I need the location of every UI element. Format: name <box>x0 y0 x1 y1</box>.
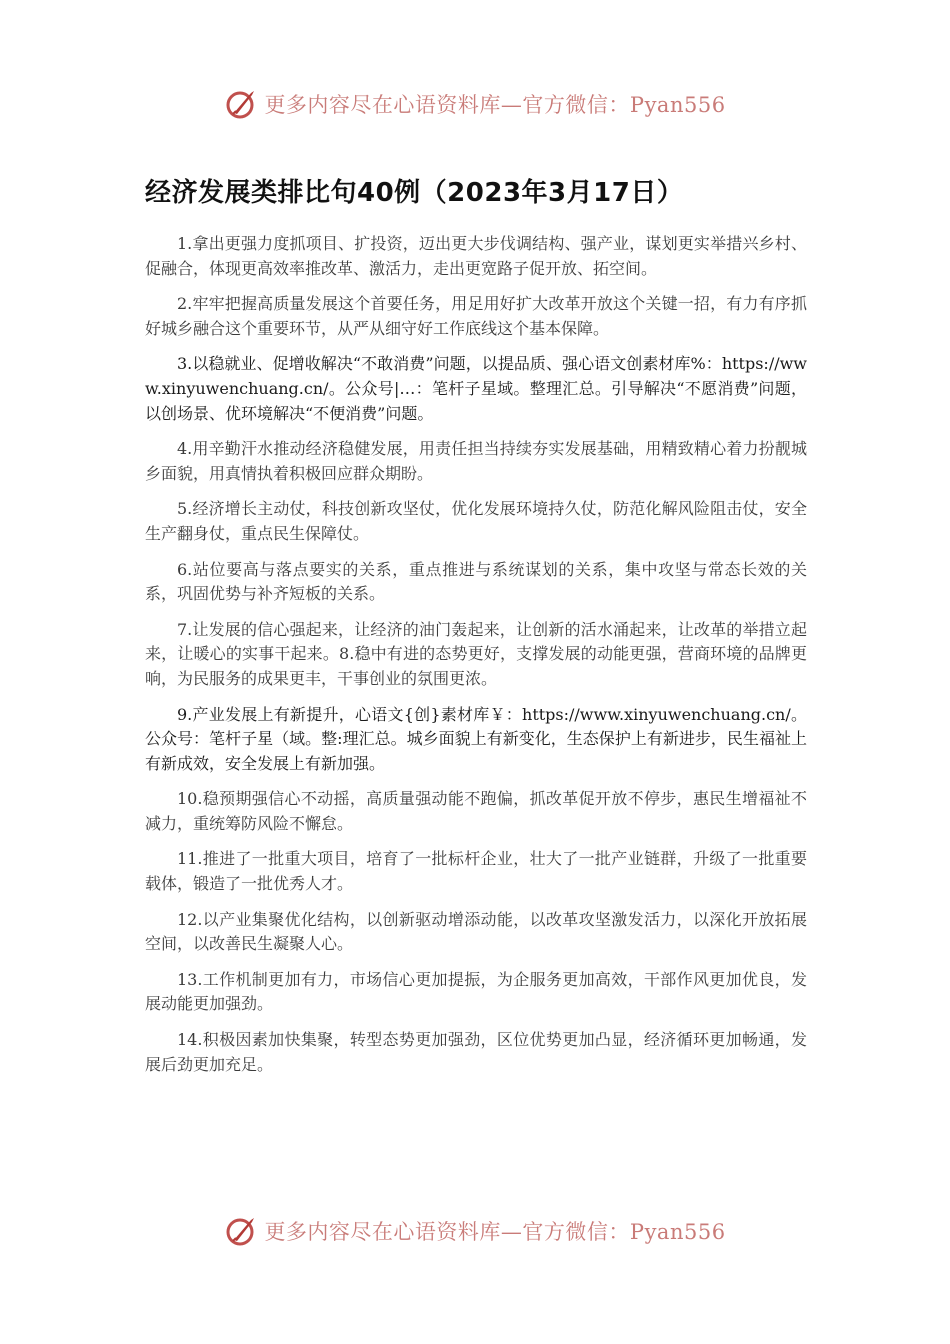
paragraph-14: 14.积极因素加快集聚，转型态势更加强劲，区位优势更加凸显，经济循环更加畅通，发展后劲更加充足。 <box>145 1030 807 1074</box>
paragraph-5: 5.经济增长主动仗，科技创新攻坚仗，优化发展环境持久仗，防范化解风险阻击仗，安全生产翻身仗，重点民生保障仗。 <box>145 499 807 543</box>
banner-text: 更多内容尽在心语资料库—官方微信：Pyan556 <box>264 1220 726 1244</box>
paragraph-4: 4.用辛勤汗水推动经济稳健发展，用责任担当持续夯实发展基础，用精致精心着力扮靓城乡面貌，用真情执着积极回应群众期盼。 <box>145 439 807 483</box>
paragraph-9: 9.产业发展上有新提升，心语文{创}素材库￥：https://www.xinyuwenchuang.cn/。公众号：笔杆子星（域。整:理汇总。城乡面貌上有新变化，生态保护上有新进步，民生福祉上有新成效，安全发展上有新加强。 <box>145 704 807 773</box>
header-banner <box>0 84 950 124</box>
paragraph-13: 13.工作机制更加有力，市场信心更加提振，为企服务更加高效，干部作风更加优良，发展动能更加强劲。 <box>145 969 807 1014</box>
quill-logo-icon <box>224 1214 258 1248</box>
quill-logo-icon <box>224 87 258 121</box>
paragraph-2: 2.牢牢把握高质量发展这个首要任务，用足用好扩大改革开放这个关键一招，有力有序抓好城乡融合这个重要环节，从严从细守好工作底线这个基本保障。 <box>145 294 807 338</box>
paragraph-3: 3.以稳就业、促增收解决“不敢消费”问题，以提品质、强心语文创素材库%：https://www.xinyuwenchuang.cn/。公众号|…：笔杆子星域。整理汇总。引导解决“不愿消费”问题，以创场景、优环境解决“不便消费”问题。 <box>145 354 807 423</box>
article-body <box>145 232 807 1088</box>
paragraph-1: 1.拿出更强力度抓项目、扩投资，迈出更大步伐调结构、强产业，谋划更实举措兴乡村、促融合，体现更高效率推改革、激活力，走出更宽路子促开放、拓空间。 <box>145 234 807 278</box>
paragraph-10: 10.稳预期强信心不动摇，高质量强动能不跑偏，抓改革促开放不停步，惠民生增福祉不减力，重统筹防风险不懈怠。 <box>145 789 807 833</box>
paragraph-6: 6.站位要高与落点要实的关系，重点推进与系统谋划的关系，集中攻坚与常态长效的关系，巩固优势与补齐短板的关系。 <box>145 559 807 604</box>
paragraph-7: 7.让发展的信心强起来，让经济的油门轰起来，让创新的活水涌起来，让改革的举措立起来，让暖心的实事干起来。8.稳中有进的态势更好，支撑发展的动能更强，营商环境的品牌更响，为民服务的成果更丰，干事创业的氛围更浓。 <box>145 619 807 688</box>
page-title: 经济发展类排比句40例（2023年3月17日） <box>145 178 684 208</box>
footer-banner <box>0 1211 950 1251</box>
paragraph-11: 11.推进了一批重大项目，培育了一批标杆企业，壮大了一批产业链群，升级了一批重要载体，锻造了一批优秀人才。 <box>145 849 807 894</box>
paragraph-12: 12.以产业集聚优化结构，以创新驱动增添动能，以改革攻坚激发活力，以深化开放拓展空间，以改善民生凝聚人心。 <box>145 909 807 954</box>
banner-text: 更多内容尽在心语资料库—官方微信：Pyan556 <box>264 93 726 117</box>
